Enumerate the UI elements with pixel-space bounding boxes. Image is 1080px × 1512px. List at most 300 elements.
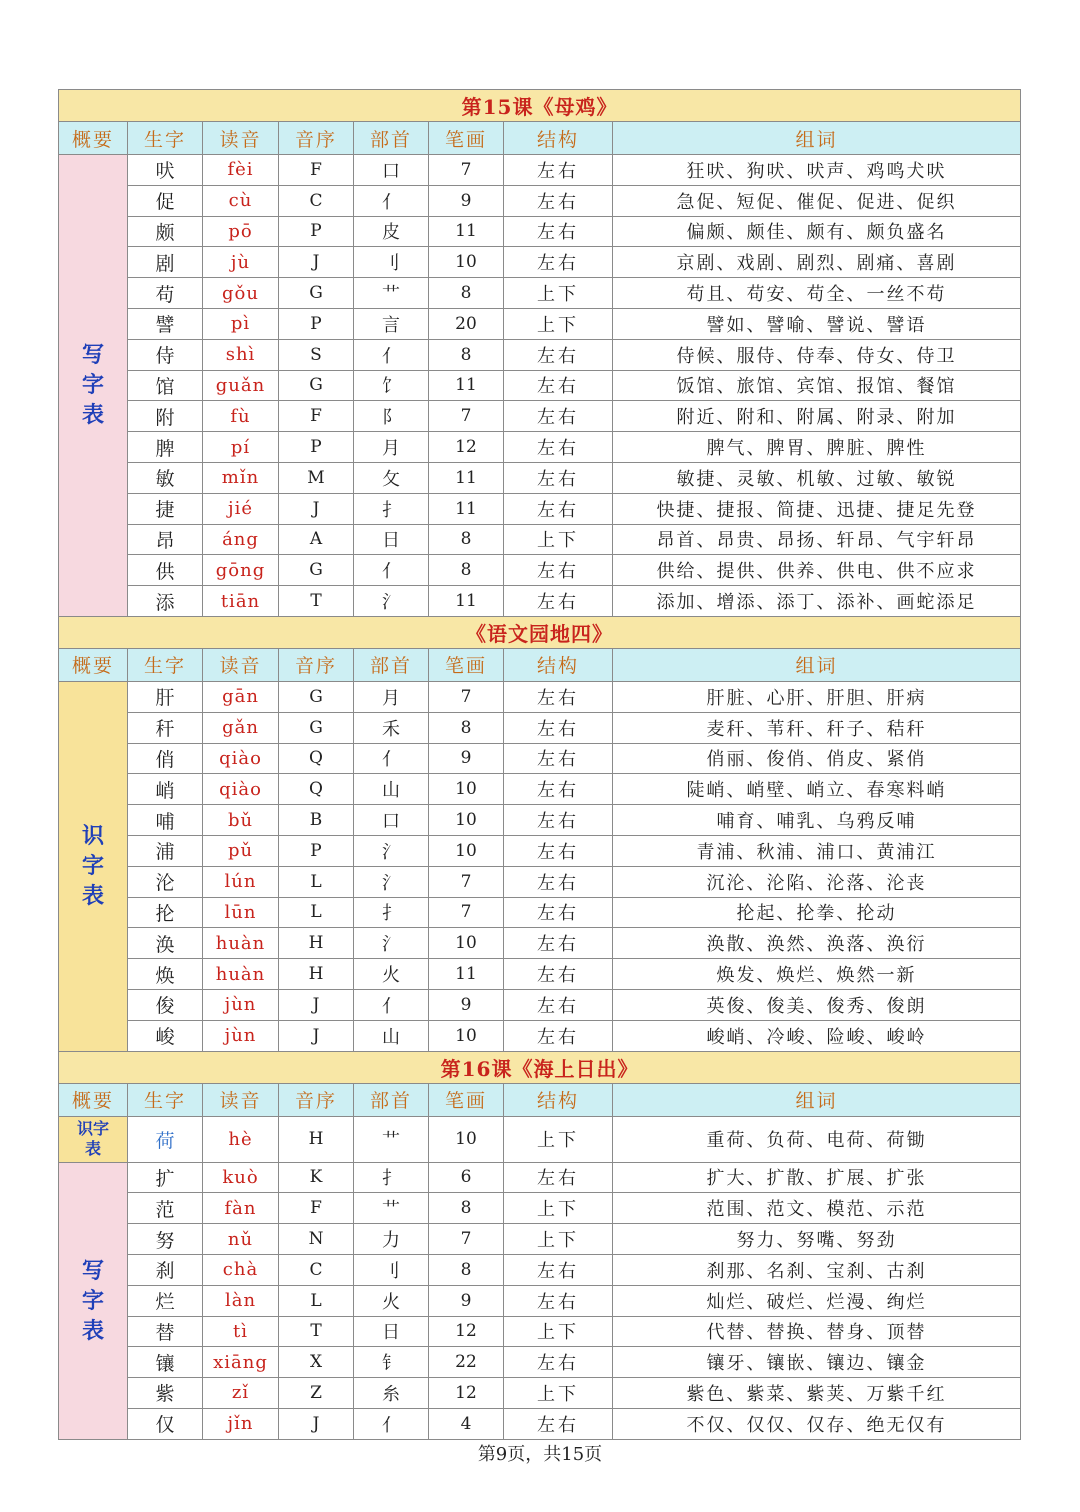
table-row [59,155,1021,186]
char-cell: 吠 [128,155,203,186]
words-cell: 敏捷、灵敏、机敏、过敏、敏锐 [613,462,1021,493]
pinyin-cell: cù [203,185,279,216]
category-label [59,681,128,1051]
letter-cell: H [279,959,354,990]
header-summary: 概要 [59,122,128,155]
table-row [59,1193,1021,1224]
letter-cell: T [279,1316,354,1347]
pinyin-cell: zǐ [203,1378,279,1409]
table-row [59,835,1021,866]
char-cell: 抡 [128,897,203,928]
strokes-cell: 12 [429,1378,504,1409]
strokes-cell: 7 [429,155,504,186]
words-cell: 代替、替换、替身、顶替 [613,1316,1021,1347]
words-cell: 涣散、涣然、涣落、涣衍 [613,928,1021,959]
structure-cell: 左右 [504,1408,613,1439]
char-cell: 范 [128,1193,203,1224]
table-row [59,681,1021,712]
radical-cell: 日 [354,1316,429,1347]
strokes-cell: 10 [429,247,504,278]
structure-cell: 上下 [504,1378,613,1409]
char-cell: 秆 [128,712,203,743]
letter-cell: J [279,989,354,1020]
header-row [59,1083,1021,1116]
strokes-cell: 12 [429,1316,504,1347]
words-cell: 饭馆、旅馆、宾馆、报馆、餐馆 [613,370,1021,401]
radical-cell: 扌 [354,1162,429,1193]
words-cell: 脾气、脾胃、脾脏、脾性 [613,432,1021,463]
letter-cell: G [279,712,354,743]
letter-cell: J [279,1020,354,1051]
structure-cell: 左右 [504,897,613,928]
structure-cell: 左右 [504,401,613,432]
char-cell: 镶 [128,1347,203,1378]
pinyin-cell: xiāng [203,1347,279,1378]
char-cell: 颇 [128,216,203,247]
table-row [59,247,1021,278]
words-cell: 陡峭、峭壁、峭立、春寒料峭 [613,774,1021,805]
structure-cell: 左右 [504,586,613,617]
table-row [59,743,1021,774]
letter-cell: L [279,897,354,928]
pinyin-cell: lūn [203,897,279,928]
header-words: 组词 [613,648,1021,681]
header-char: 生字 [128,122,203,155]
radical-cell: 力 [354,1224,429,1255]
letter-cell: J [279,493,354,524]
words-cell: 镶牙、镶嵌、镶边、镶金 [613,1347,1021,1378]
words-cell: 紫色、紫菜、紫荚、万紫千红 [613,1378,1021,1409]
pinyin-cell: gǎn [203,712,279,743]
structure-cell: 左右 [504,462,613,493]
char-cell: 附 [128,401,203,432]
page-footer: 第9页，共15页 [477,1444,603,1465]
letter-cell: Q [279,743,354,774]
letter-cell: N [279,1224,354,1255]
char-cell: 峻 [128,1020,203,1051]
radical-cell: 糸 [354,1378,429,1409]
pinyin-cell: qiào [203,743,279,774]
header-summary: 概要 [59,1083,128,1116]
letter-cell: P [279,432,354,463]
letter-cell: G [279,370,354,401]
table-row [59,1224,1021,1255]
words-cell: 苟且、苟安、苟全、一丝不苟 [613,278,1021,309]
radical-cell: 艹 [354,278,429,309]
pinyin-cell: jùn [203,989,279,1020]
pinyin-cell: guǎn [203,370,279,401]
header-strokes: 笔画 [429,1083,504,1116]
strokes-cell: 11 [429,216,504,247]
structure-cell: 上下 [504,1316,613,1347]
char-cell: 焕 [128,959,203,990]
table-row [59,216,1021,247]
char-cell: 涣 [128,928,203,959]
table-row [59,493,1021,524]
strokes-cell: 10 [429,835,504,866]
pinyin-cell: huàn [203,928,279,959]
pinyin-cell: huàn [203,959,279,990]
char-cell: 昂 [128,524,203,555]
radical-cell: 禾 [354,712,429,743]
char-cell: 促 [128,185,203,216]
header-pinyin: 读音 [203,1083,279,1116]
category-text: 识字表 [76,1119,109,1159]
strokes-cell: 7 [429,897,504,928]
char-cell: 紫 [128,1378,203,1409]
table-row [59,1408,1021,1439]
structure-cell: 左右 [504,432,613,463]
radical-cell: 口 [354,155,429,186]
pinyin-cell: chà [203,1254,279,1285]
table-row [59,524,1021,555]
radical-cell: 亻 [354,339,429,370]
letter-cell: Q [279,774,354,805]
radical-cell: 扌 [354,897,429,928]
radical-cell: 月 [354,432,429,463]
words-cell: 不仅、仅仅、仅存、绝无仅有 [613,1408,1021,1439]
words-cell: 狂吠、狗吠、吠声、鸡鸣犬吠 [613,155,1021,186]
structure-cell: 左右 [504,774,613,805]
header-letter: 音序 [279,122,354,155]
letter-cell: F [279,1193,354,1224]
strokes-cell: 10 [429,1020,504,1051]
letter-cell: H [279,928,354,959]
structure-cell: 左右 [504,339,613,370]
table-row [59,1116,1021,1162]
structure-cell: 左右 [504,805,613,836]
char-cell: 替 [128,1316,203,1347]
letter-cell: P [279,216,354,247]
strokes-cell: 9 [429,185,504,216]
letter-cell: B [279,805,354,836]
pinyin-cell: gōng [203,555,279,586]
structure-cell: 左右 [504,493,613,524]
header-letter: 音序 [279,648,354,681]
words-cell: 英俊、俊美、俊秀、俊朗 [613,989,1021,1020]
header-char: 生字 [128,1083,203,1116]
table-row [59,774,1021,805]
strokes-cell: 9 [429,989,504,1020]
letter-cell: K [279,1162,354,1193]
words-cell: 肝脏、心肝、肝胆、肝病 [613,681,1021,712]
table-row [59,1254,1021,1285]
strokes-cell: 8 [429,1254,504,1285]
table-row [59,432,1021,463]
words-cell: 扩大、扩散、扩展、扩张 [613,1162,1021,1193]
pinyin-cell: jǐn [203,1408,279,1439]
pinyin-cell: pǔ [203,835,279,866]
char-cell: 剧 [128,247,203,278]
lesson-title: 第16课《海上日出》 [59,1051,1021,1083]
header-pinyin: 读音 [203,122,279,155]
strokes-cell: 7 [429,681,504,712]
structure-cell: 上下 [504,278,613,309]
pinyin-cell: pí [203,432,279,463]
strokes-cell: 9 [429,743,504,774]
table-row [59,805,1021,836]
letter-cell: C [279,1254,354,1285]
structure-cell: 左右 [504,185,613,216]
structure-cell: 左右 [504,989,613,1020]
radical-cell: 亻 [354,743,429,774]
radical-cell: 亻 [354,555,429,586]
pinyin-cell: fèi [203,155,279,186]
words-cell: 重荷、负荷、电荷、荷锄 [613,1116,1021,1162]
structure-cell: 左右 [504,216,613,247]
category-text: 写字表 [81,1257,104,1344]
char-cell: 扩 [128,1162,203,1193]
radical-cell: 亻 [354,185,429,216]
strokes-cell: 8 [429,524,504,555]
strokes-cell: 20 [429,308,504,339]
letter-cell: C [279,185,354,216]
pinyin-cell: lún [203,866,279,897]
header-words: 组词 [613,122,1021,155]
table-row [59,586,1021,617]
letter-cell: P [279,308,354,339]
words-cell: 俏丽、俊俏、俏皮、紧俏 [613,743,1021,774]
structure-cell: 上下 [504,308,613,339]
words-cell: 范围、范文、模范、示范 [613,1193,1021,1224]
header-letter: 音序 [279,1083,354,1116]
radical-cell: 阝 [354,401,429,432]
structure-cell: 左右 [504,1254,613,1285]
char-cell: 俊 [128,989,203,1020]
structure-cell: 左右 [504,743,613,774]
radical-cell: 言 [354,308,429,339]
char-cell: 哺 [128,805,203,836]
structure-cell: 上下 [504,1116,613,1162]
radical-cell: 亻 [354,989,429,1020]
table-row [59,401,1021,432]
char-cell: 沦 [128,866,203,897]
strokes-cell: 10 [429,805,504,836]
strokes-cell: 11 [429,462,504,493]
header-radical: 部首 [354,648,429,681]
radical-cell: 攵 [354,462,429,493]
letter-cell: L [279,866,354,897]
header-structure: 结构 [504,648,613,681]
category-label [59,155,128,617]
radical-cell: 氵 [354,835,429,866]
radical-cell: 日 [354,524,429,555]
pinyin-cell: nǔ [203,1224,279,1255]
words-cell: 昂首、昂贵、昂扬、轩昂、气宇轩昂 [613,524,1021,555]
words-cell: 努力、努嘴、努劲 [613,1224,1021,1255]
radical-cell: 刂 [354,1254,429,1285]
header-row [59,122,1021,155]
char-cell: 供 [128,555,203,586]
letter-cell: J [279,1408,354,1439]
header-radical: 部首 [354,122,429,155]
table-row [59,339,1021,370]
category-text: 识字表 [81,823,104,910]
words-cell: 麦秆、苇秆、秆子、秸秆 [613,712,1021,743]
char-cell: 浦 [128,835,203,866]
table-row [59,462,1021,493]
category-label [59,1116,128,1162]
letter-cell: S [279,339,354,370]
radical-cell: 口 [354,805,429,836]
words-cell: 刹那、名刹、宝刹、古刹 [613,1254,1021,1285]
words-cell: 侍候、服侍、侍奉、侍女、侍卫 [613,339,1021,370]
radical-cell: 氵 [354,586,429,617]
header-structure: 结构 [504,122,613,155]
letter-cell: P [279,835,354,866]
pinyin-cell: pì [203,308,279,339]
structure-cell: 左右 [504,866,613,897]
pinyin-cell: áng [203,524,279,555]
pinyin-cell: pō [203,216,279,247]
table-row [59,278,1021,309]
char-cell: 譬 [128,308,203,339]
strokes-cell: 7 [429,1224,504,1255]
letter-cell: J [279,247,354,278]
header-strokes: 笔画 [429,648,504,681]
pinyin-cell: fù [203,401,279,432]
letter-cell: G [279,555,354,586]
table-row [59,897,1021,928]
structure-cell: 左右 [504,1162,613,1193]
lesson-title-row [59,1051,1021,1083]
letter-cell: M [279,462,354,493]
pinyin-cell: gǒu [203,278,279,309]
radical-cell: 刂 [354,247,429,278]
header-radical: 部首 [354,1083,429,1116]
strokes-cell: 10 [429,928,504,959]
char-cell: 峭 [128,774,203,805]
radical-cell: 钅 [354,1347,429,1378]
char-cell: 捷 [128,493,203,524]
lesson-title-row [59,616,1021,648]
header-words: 组词 [613,1083,1021,1116]
pinyin-cell: tiān [203,586,279,617]
letter-cell: Z [279,1378,354,1409]
structure-cell: 上下 [504,1193,613,1224]
pinyin-cell: hè [203,1116,279,1162]
structure-cell: 左右 [504,555,613,586]
table-row [59,555,1021,586]
radical-cell: 火 [354,959,429,990]
strokes-cell: 12 [429,432,504,463]
char-cell: 仅 [128,1408,203,1439]
letter-cell: A [279,524,354,555]
words-cell: 急促、短促、催促、促进、促织 [613,185,1021,216]
table-row [59,712,1021,743]
char-cell: 添 [128,586,203,617]
pinyin-cell: kuò [203,1162,279,1193]
pinyin-cell: fàn [203,1193,279,1224]
char-cell: 肝 [128,681,203,712]
pinyin-cell: shì [203,339,279,370]
words-cell: 偏颇、颇佳、颇有、颇负盛名 [613,216,1021,247]
words-cell: 沉沦、沦陷、沦落、沦丧 [613,866,1021,897]
letter-cell: T [279,586,354,617]
radical-cell: 扌 [354,493,429,524]
structure-cell: 左右 [504,959,613,990]
strokes-cell: 11 [429,493,504,524]
header-row [59,648,1021,681]
char-cell: 侍 [128,339,203,370]
structure-cell: 左右 [504,681,613,712]
words-cell: 譬如、譬喻、譬说、譬语 [613,308,1021,339]
table-row [59,1285,1021,1316]
char-cell: 敏 [128,462,203,493]
strokes-cell: 8 [429,278,504,309]
lesson-title: 第15课《母鸡》 [59,90,1021,122]
structure-cell: 上下 [504,524,613,555]
words-cell: 快捷、捷报、简捷、迅捷、捷足先登 [613,493,1021,524]
structure-cell: 上下 [504,1224,613,1255]
structure-cell: 左右 [504,835,613,866]
radical-cell: 饣 [354,370,429,401]
header-strokes: 笔画 [429,122,504,155]
letter-cell: F [279,401,354,432]
table-row [59,1020,1021,1051]
strokes-cell: 10 [429,774,504,805]
letter-cell: L [279,1285,354,1316]
table-row [59,928,1021,959]
words-cell: 焕发、焕烂、焕然一新 [613,959,1021,990]
pinyin-cell: mǐn [203,462,279,493]
strokes-cell: 11 [429,370,504,401]
char-cell: 烂 [128,1285,203,1316]
strokes-cell: 4 [429,1408,504,1439]
structure-cell: 左右 [504,247,613,278]
pinyin-cell: làn [203,1285,279,1316]
structure-cell: 左右 [504,1285,613,1316]
strokes-cell: 11 [429,959,504,990]
words-cell: 供给、提供、供养、供电、供不应求 [613,555,1021,586]
lesson-title-row [59,90,1021,122]
structure-cell: 左右 [504,712,613,743]
table-row [59,866,1021,897]
words-cell: 抡起、抡拳、抡动 [613,897,1021,928]
strokes-cell: 8 [429,1193,504,1224]
table-row [59,1347,1021,1378]
radical-cell: 月 [354,681,429,712]
words-cell: 峻峭、冷峻、险峻、峻岭 [613,1020,1021,1051]
table-row [59,1378,1021,1409]
strokes-cell: 8 [429,712,504,743]
words-cell: 添加、增添、添丁、添补、画蛇添足 [613,586,1021,617]
char-cell: 荷 [128,1116,203,1162]
pinyin-cell: jùn [203,1020,279,1051]
pinyin-cell: bǔ [203,805,279,836]
strokes-cell: 7 [429,866,504,897]
header-char: 生字 [128,648,203,681]
pinyin-cell: tì [203,1316,279,1347]
pinyin-cell: qiào [203,774,279,805]
table-row [59,989,1021,1020]
radical-cell: 氵 [354,928,429,959]
header-summary: 概要 [59,648,128,681]
radical-cell: 山 [354,1020,429,1051]
char-cell: 苟 [128,278,203,309]
category-text: 写字表 [81,342,104,429]
header-pinyin: 读音 [203,648,279,681]
table-row [59,1162,1021,1193]
radical-cell: 艹 [354,1193,429,1224]
strokes-cell: 9 [429,1285,504,1316]
pinyin-cell: jié [203,493,279,524]
char-cell: 脾 [128,432,203,463]
table-row [59,1316,1021,1347]
radical-cell: 火 [354,1285,429,1316]
structure-cell: 左右 [504,1347,613,1378]
radical-cell: 皮 [354,216,429,247]
